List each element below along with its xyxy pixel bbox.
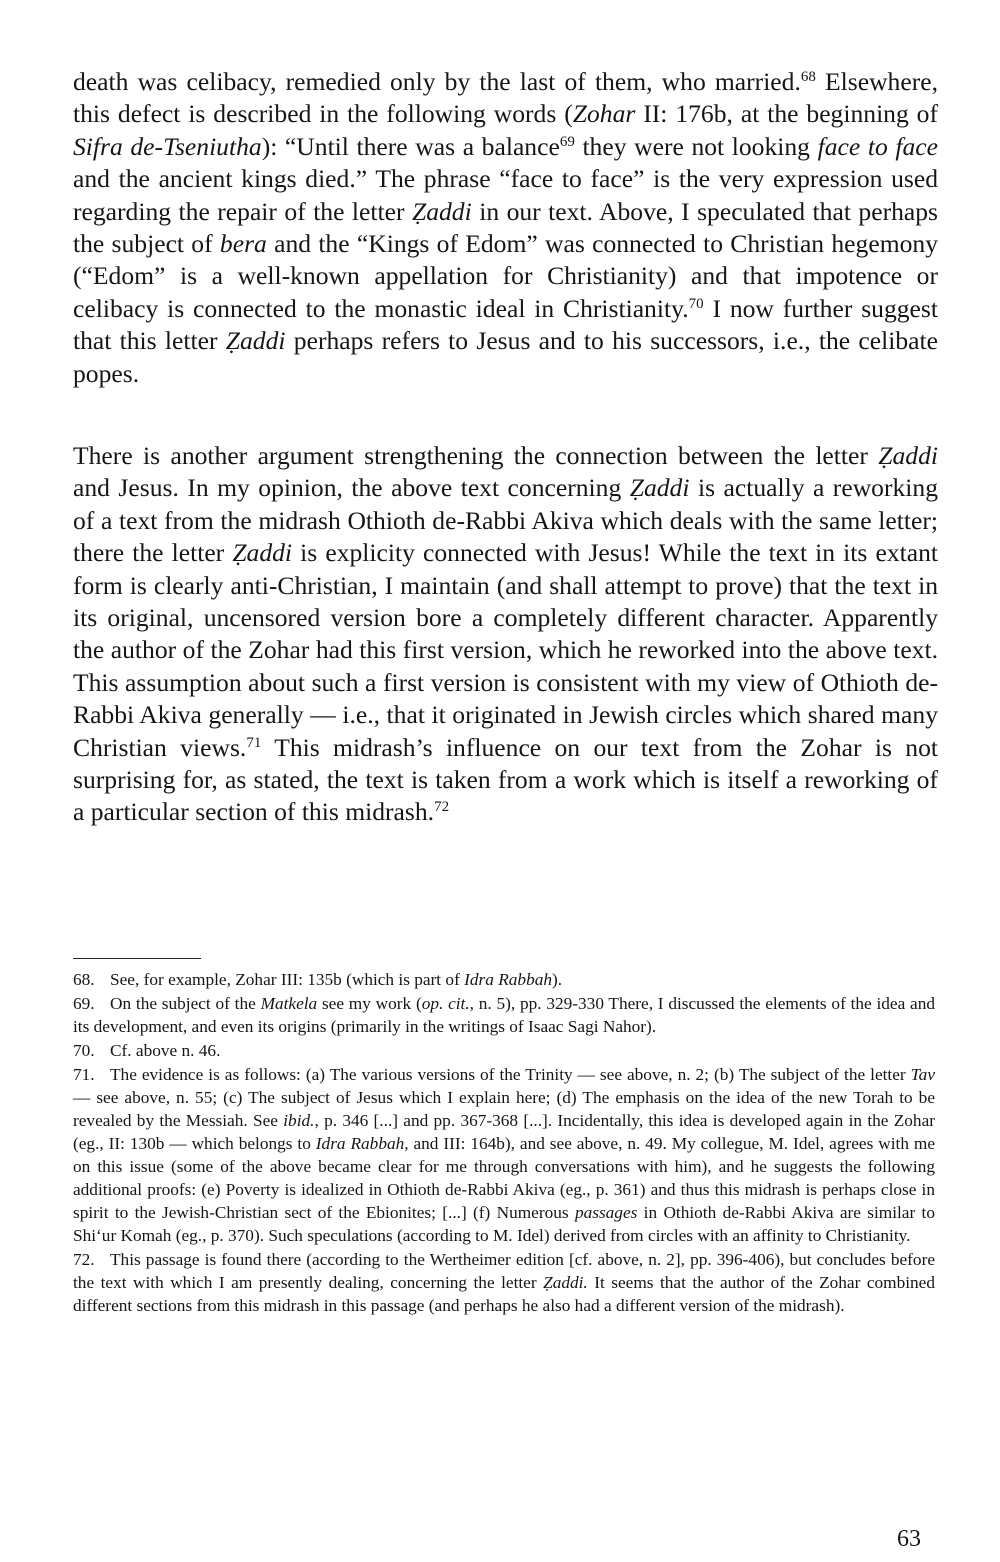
footnote-number: 72. (73, 1250, 95, 1269)
footnote-number: 70. (73, 1041, 95, 1060)
footnote-ref-68[interactable]: 68 (800, 69, 816, 85)
footnote-separator (73, 958, 201, 959)
footnote-number: 71. (73, 1065, 95, 1084)
footnote-69: 69. On the subject of the Matkela see my work (op. cit., n. 5), pp. 329-330 There, I discussed the elements of the idea and its development, and even its origins (primarily in the writings of Isaac Sagi Nahor). (73, 994, 935, 1036)
footnotes (73, 968, 935, 1318)
footnote-ref-70[interactable]: 70 (688, 295, 704, 312)
footnote-ref-71[interactable]: 71 (246, 734, 262, 751)
footnote-68: 68. See, for example, Zohar III: 135b (which is part of Idra Rabbah). (73, 970, 563, 989)
body-paragraph-1: death was celibacy, remedied only by the last of them, who married.$^{68}$ Elsewhere, this defect is described in the following words (Zohar II: 176b, at the beginning of Sifra de-Tseniutha): “Until there was a balance$^{69}$ they were not looking face to face and the ancient kings died.” The phrase “face to face” is the very expression used regarding the repair of the letter Ẓaddi in our text. Above, I speculated that perhaps the subject of bera and the “Kings of Edom” was connected to Christian hegemony (“Edom” is a well-known appellation for Christianity) and that impotence or celibacy is connected to the monastic ideal in Christianity.$^{70}$ I now further suggest that this letter Ẓaddi perhaps refers to Jesus and to his successors, i.e., the celibate popes. (73, 67, 939, 388)
body-paragraph-2: There is another argument strengthening the connection between the letter Ẓaddi and Jesus. In my opinion, the above text concerning Ẓaddi is actually a reworking of a text from the midrash Othioth de-Rabbi Akiva which deals with the same letter; there the letter Ẓaddi is explicity connected with Jesus! While the text in its extant form is clearly anti-Christian, I maintain (and shall attempt to prove) that the text in its original, uncensored version bore a completely different character. Apparently the author of the Zohar had this first version, which he reworked into the above text. This assumption about such a first version is consistent with my view of Othioth de-Rabbi Akiva generally — i.e., that it originated in Jewish circles which shared many Christian views.$^{71}$ This midrash’s influence on our text from the Zohar is not surprising for, as stated, the text is taken from a work which is itself a reworking of a particular section of this midrash.$^{72}$ (73, 441, 938, 827)
footnote-71: 71. The evidence is as follows: (a) The various versions of the Trinity — see above, n. 2; (b) The subject of the letter Tav — see above, n. 55; (c) The subject of Jesus which I explain here; (d) The emphasis on the idea of the new Torah to be revealed by the Messiah. See ibid., p. 346 [...] and pp. 367-368 [...]. Incidentally, this idea is developed again in the Zohar (eg., II: 130b — which belongs to Idra Rabbah, and III: 164b), and see above, n. 49. My collegue, M. Idel, agrees with me on this issue (some of the above became clear for me through conversations with him), and he suggests the following additional proofs: (e) Poverty is idealized in Othioth de-Rabbi Akiva (eg., p. 361) and thus this midrash is perhaps close in spirit to the Jewish-Christian sect of the Ebionites; [...] (f) Numerous passages in Othioth de-Rabbi Akiva are similar to Shi‘ur Komah (eg., p. 370). Such speculations (according to M. Idel) derived from circles with an affinity to Christianity. (73, 1065, 935, 1245)
footnote-ref-72[interactable]: 72 (434, 799, 450, 816)
footnote-number: 69. (73, 994, 95, 1013)
footnote-72: 72. This passage is found there (according to the Wertheimer edition [cf. above, n. 2], pp. 396-406), but concludes before the text with which I am presently dealing, concerning the letter Ẓaddi. It seems that the author of the Zohar combined different sections from this midrash in this passage (and perhaps he also had a different version of the midrash). (73, 1250, 935, 1315)
footnote-70: 70. Cf. above n. 46. (73, 1041, 221, 1060)
footnote-ref-69[interactable]: 69 (559, 133, 575, 150)
footnote-number: 68. (73, 970, 95, 989)
page-number: 63 (897, 1526, 921, 1552)
